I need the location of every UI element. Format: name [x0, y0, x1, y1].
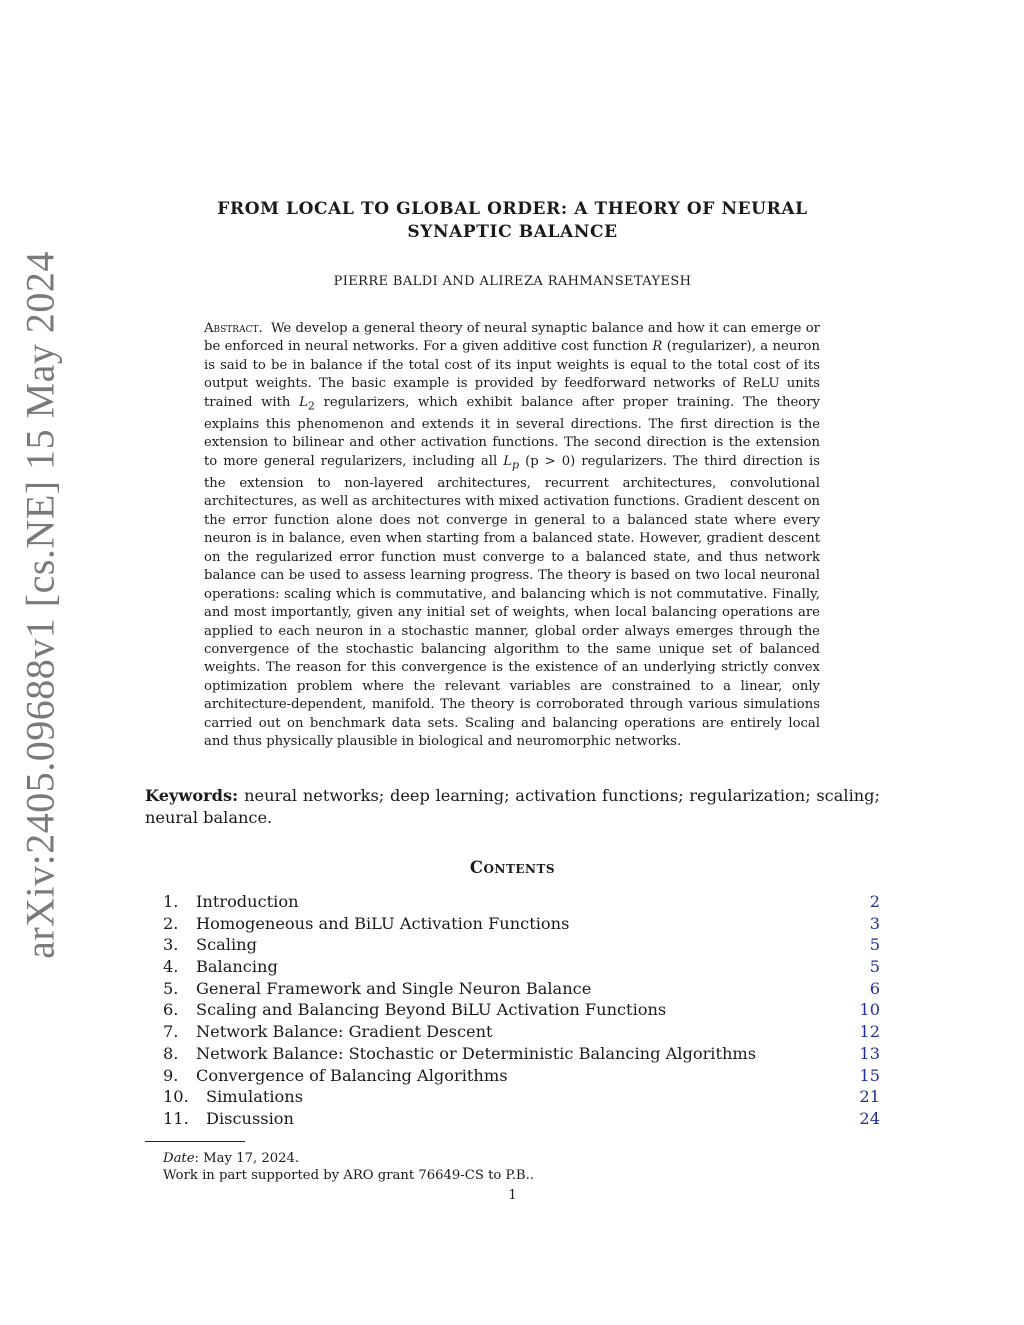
toc-entry-title: Convergence of Balancing Algorithms: [196, 1065, 508, 1085]
toc-entry-number: 2.: [163, 913, 179, 933]
toc-entry-title: Scaling and Balancing Beyond BiLU Activation Functions: [196, 1000, 667, 1020]
date-label: Date: [163, 1151, 195, 1166]
lp-symbol: [503, 453, 520, 472]
toc-entry-page-link[interactable]: 6: [869, 978, 880, 998]
toc-entry-number: 6.: [163, 1000, 179, 1020]
page-number: 1: [508, 1188, 517, 1203]
toc-entry-number: 10.: [163, 1087, 189, 1107]
toc-entry-title: Scaling: [196, 935, 257, 955]
toc-entry-number: 5.: [163, 978, 179, 998]
toc-entry[interactable]: [163, 1043, 880, 1065]
toc-entry-title: Simulations: [206, 1087, 304, 1107]
toc-entry-number: 1.: [163, 892, 179, 911]
toc-entry[interactable]: [163, 978, 880, 1000]
l2-subscript: 2: [307, 399, 315, 413]
toc-entry[interactable]: [163, 913, 880, 935]
l2-symbol: [299, 394, 315, 413]
toc-entry-number: 11.: [163, 1108, 189, 1128]
table-of-contents: [163, 891, 880, 1130]
toc-entry-title: Discussion: [206, 1108, 294, 1128]
lp-subscript: p: [511, 458, 520, 472]
abstract-text-1: We develop a general theory of neural synaptic balance and how it can emerge or be enforced in neural networks. For a given additive cost function: [204, 321, 820, 355]
toc-entry[interactable]: [163, 999, 880, 1021]
title-line-2: SYNAPTIC BALANCE: [407, 222, 618, 242]
toc-entry-title: Introduction: [196, 892, 299, 911]
toc-entry-number: 9.: [163, 1065, 179, 1085]
toc-entry[interactable]: [163, 934, 880, 956]
abstract-text-3: regularizers, which exhibit balance after proper training. The theory explains this phenomenon and extends it in several directions. The first direction is the extension to bilinear and other activation functions. The second direction is the extension to more general regularizers, including all: [204, 394, 820, 469]
lp-letter: L: [503, 453, 512, 469]
toc-entry-page-link[interactable]: 15: [859, 1065, 880, 1085]
title-line-1: FROM LOCAL TO GLOBAL ORDER: A THEORY OF NEURAL: [217, 199, 808, 219]
toc-entry[interactable]: [163, 1065, 880, 1087]
keywords-label: Keywords:: [145, 786, 239, 805]
footnote-divider: [145, 1141, 245, 1142]
toc-entry-page-link[interactable]: 2: [869, 892, 880, 911]
footnote-date: [163, 1150, 863, 1167]
toc-entry-page-link[interactable]: 21: [859, 1087, 880, 1107]
arxiv-identifier-stamp: arXiv:2405.09688v1 [cs.NE] 15 May 2024: [17, 251, 63, 959]
toc-entry-number: 4.: [163, 957, 179, 977]
authors: PIERRE BALDI AND ALIREZA RAHMANSETAYESH: [333, 274, 692, 289]
paper-title: [145, 198, 880, 244]
toc-entry[interactable]: [163, 1108, 880, 1130]
toc-entry-page-link[interactable]: 5: [869, 957, 880, 977]
keywords: [145, 785, 880, 828]
toc-entry-title: Network Balance: Stochastic or Deterministic Balancing Algorithms: [196, 1043, 757, 1063]
toc-entry-title: Network Balance: Gradient Descent: [196, 1022, 493, 1042]
toc-entry-number: 7.: [163, 1022, 179, 1042]
footnote-grant: Work in part supported by ARO grant 76649-CS to P.B..: [163, 1168, 534, 1183]
toc-entry-page-link[interactable]: 5: [869, 935, 880, 955]
abstract-text-2: (regularizer), a neuron is said to be in balance if the total cost of its input weights is equal to the total cost of its output weights. The basic example is provided by feedforward networks of ReLU units trained with: [204, 339, 820, 410]
date-value: : May 17, 2024.: [194, 1151, 300, 1166]
toc-entry-page-link[interactable]: 12: [859, 1022, 880, 1042]
toc-entry-page-link[interactable]: 24: [859, 1108, 880, 1128]
keywords-text: neural networks; deep learning; activation functions; regularization; scaling; neural balance.: [145, 786, 880, 827]
l2-letter: L: [299, 394, 308, 410]
abstract: [204, 320, 820, 752]
toc-entry-number: 8.: [163, 1043, 179, 1063]
toc-entry[interactable]: [163, 1021, 880, 1043]
toc-entry[interactable]: [163, 1086, 880, 1108]
toc-entry[interactable]: [163, 956, 880, 978]
toc-entry-page-link[interactable]: 13: [859, 1043, 880, 1063]
toc-entry-title: General Framework and Single Neuron Balance: [196, 978, 592, 998]
toc-entry-page-link[interactable]: 3: [869, 913, 880, 933]
toc-entry-title: Balancing: [196, 957, 278, 977]
contents-heading: Contents: [469, 858, 556, 877]
toc-entry-page-link[interactable]: 10: [859, 1000, 880, 1020]
toc-entry-number: 3.: [163, 935, 179, 955]
abstract-text-4: regularizers. The third direction is the extension to non-layered architectures, recurrent architectures, convolutional architectures, as well as architectures with mixed activation functions. Gradient descent on the error function alone does not converge in general to a balanced state where every neuron is in balance, even when starting from a balanced state. However, gradient descent on the regularized error function must converge to a balanced state, and thus network balance can be used to assess learning progress. The theory is based on two local neuronal operations: scaling which is commutative, and balancing which is not commutative. Finally, and most importantly, given any initial set of weights, when local balancing operations are applied to each neuron in a stochastic manner, global order always emerges through the convergence of the stochastic balancing algorithm to the same unique set of balanced weights. The reason for this convergence is the existence of an underlying strictly convex optimization problem where the relevant variables are constrained to a linear, only architecture-dependent, manifold. The theory is corroborated through various simulations carried out on benchmark data sets. Scaling and balancing operations are entirely local and thus physically plausible in biological and neuromorphic networks.: [204, 453, 820, 750]
regularizer-symbol: R: [652, 339, 663, 355]
lp-condition: (p > 0): [525, 453, 576, 469]
abstract-heading: Abstract.: [204, 321, 263, 336]
toc-entry[interactable]: [163, 891, 880, 913]
toc-entry-title: Homogeneous and BiLU Activation Functions: [196, 913, 570, 933]
